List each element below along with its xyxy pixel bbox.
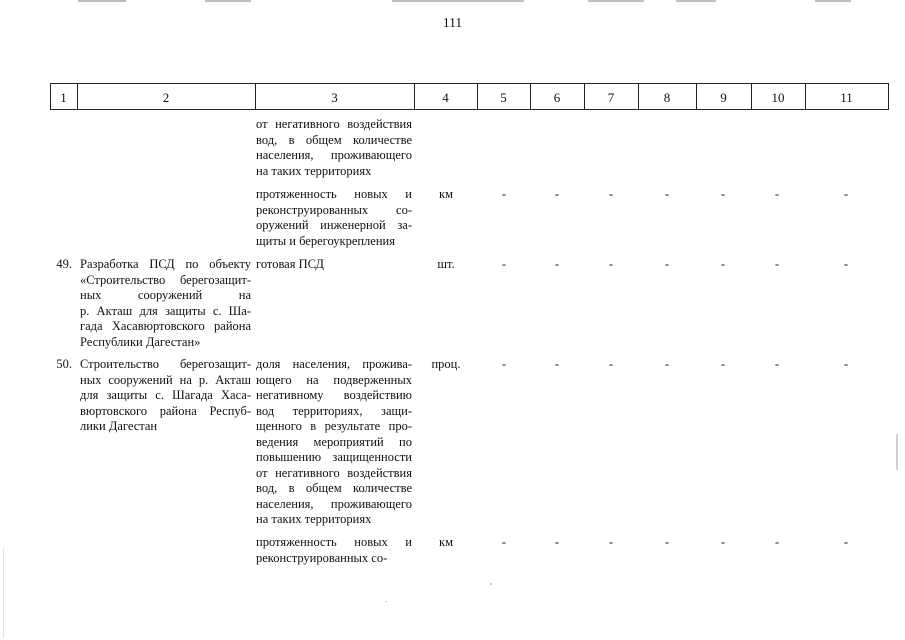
value-cell: - [774, 257, 780, 271]
object-name-line: «Строительство берегозащит- [80, 272, 251, 287]
value-cell: - [501, 257, 507, 271]
header-cell-8: 8 [663, 90, 671, 105]
object-name-line: р. Акташ для защиты с. Ша- [80, 303, 251, 318]
unit-cell: проц. [431, 357, 461, 371]
indicator-name-line: на таких территориях [256, 163, 372, 178]
object-name-line: ных сооружений на р. Акташ [80, 372, 251, 387]
row-number: 50. [56, 357, 72, 371]
object-name-line: Разработка ПСД по объекту [80, 257, 251, 271]
value-cell: - [843, 187, 849, 201]
scan-artifact [3, 548, 4, 638]
value-cell: - [608, 187, 614, 201]
scan-artifact [896, 434, 898, 470]
object-name-line: Строительство берегозащит- [80, 357, 251, 371]
value-cell: - [843, 535, 849, 549]
value-cell: - [843, 357, 849, 371]
indicator-name-line: вод, в общем количестве [256, 132, 412, 147]
column-divider [888, 83, 889, 110]
object-name-line: ных сооружений на [80, 288, 251, 302]
value-cell: - [554, 357, 560, 371]
value-cell: - [664, 187, 670, 201]
value-cell: - [664, 357, 670, 371]
object-name-line: для защиты с. Шагада Хаса- [80, 388, 251, 402]
object-name-line: лики Дагестан [80, 419, 158, 433]
indicator-name-line: щиты и берегоукрепления [256, 233, 395, 248]
value-cell: - [720, 257, 726, 271]
indicator-name-line: протяженность новых и [256, 187, 412, 201]
indicator-name-line: реконструированных со- [256, 550, 388, 565]
indicator-name-line: доля населения, прожива- [256, 357, 412, 371]
value-cell: - [720, 357, 726, 371]
indicator-name-line: оружений инженерной за- [256, 218, 412, 232]
header-cell-9: 9 [720, 90, 727, 105]
indicator-name-line: населения, проживающего [256, 148, 412, 162]
value-cell: - [720, 187, 726, 201]
object-name-line: Республики Дагестан» [80, 334, 201, 349]
indicator-name-line: готовая ПСД [256, 257, 324, 271]
indicator-name-line: ведения мероприятий по [256, 434, 412, 449]
object-name-line: вюртовского района Респуб- [80, 403, 251, 418]
header-cell-7: 7 [607, 90, 615, 105]
header-cell-5: 5 [500, 90, 507, 105]
value-cell: - [843, 257, 849, 271]
header-cell-6: 6 [553, 90, 561, 105]
value-cell: - [554, 535, 560, 549]
header-cell-4: 4 [442, 90, 449, 105]
indicator-name-line: вод, в общем количестве [256, 481, 412, 495]
value-cell: - [554, 257, 560, 271]
table-header-bottom-border [50, 109, 888, 110]
indicator-name-line: негативному воздействию [256, 388, 412, 402]
value-cell: - [774, 187, 780, 201]
row-number: 49. [56, 257, 72, 271]
value-cell: - [774, 357, 780, 371]
value-cell: - [501, 535, 507, 549]
header-cell-1: 1 [60, 90, 67, 105]
value-cell: - [720, 535, 726, 549]
page-number: 111 [442, 15, 463, 30]
value-cell: - [608, 535, 614, 549]
indicator-name-line: протяженность новых и [256, 535, 412, 549]
header-cell-3: 3 [331, 90, 338, 105]
value-cell: - [501, 357, 507, 371]
scan-artifact [385, 601, 387, 602]
value-cell: - [554, 187, 560, 201]
indicator-name-line: повышению защищенности [256, 450, 412, 464]
value-cell: - [501, 187, 507, 201]
indicator-name-line: населения, проживающего [256, 496, 412, 511]
unit-cell: шт. [437, 257, 455, 271]
indicator-name-line: ющего на подверженных [256, 372, 412, 387]
indicator-name-line: от негативного воздействия [256, 465, 412, 480]
object-name-line: гада Хасавюртовского района [80, 319, 251, 333]
indicator-name-line: от негативного воздействия [256, 117, 412, 131]
value-cell: - [664, 535, 670, 549]
value-cell: - [774, 535, 780, 549]
unit-cell: км [439, 535, 453, 549]
header-cell-11: 11 [840, 90, 853, 105]
indicator-name-line: на таких территориях [256, 512, 372, 526]
unit-cell: км [439, 187, 453, 201]
value-cell: - [608, 357, 614, 371]
indicator-name-line: вод территориях, защи- [256, 403, 412, 418]
table-header-top-border [50, 83, 888, 84]
scan-top-edge [0, 0, 905, 2]
value-cell: - [608, 257, 614, 271]
scan-artifact [490, 583, 492, 585]
value-cell: - [664, 257, 670, 271]
header-cell-2: 2 [162, 90, 170, 105]
header-cell-10: 10 [771, 90, 785, 105]
indicator-name-line: реконструированных со- [256, 202, 412, 217]
indicator-name-line: щенного в результате про- [256, 419, 412, 433]
